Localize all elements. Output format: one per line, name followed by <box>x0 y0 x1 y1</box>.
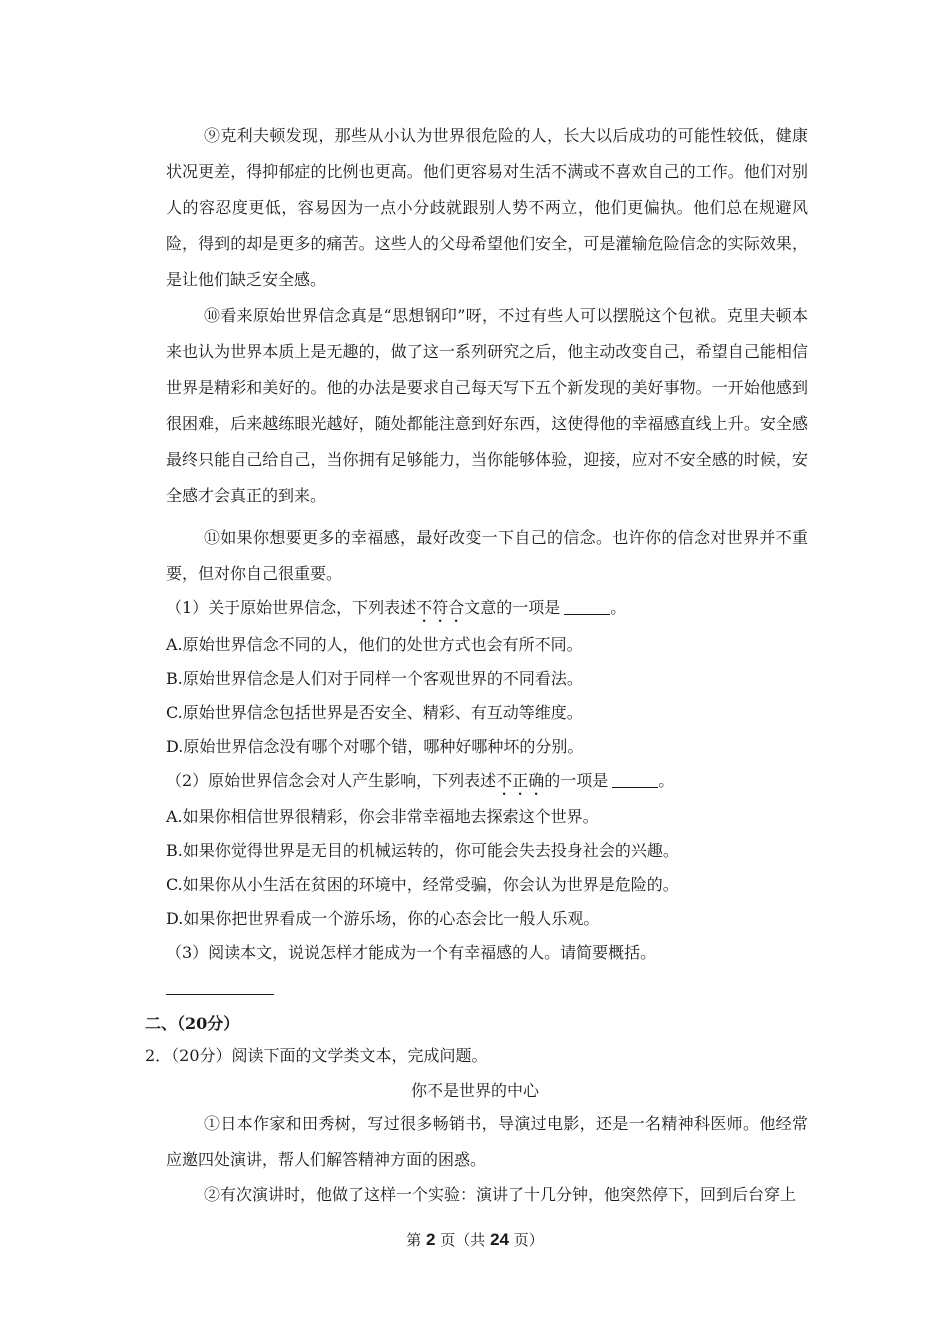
question-text: 的一项是 <box>544 771 609 790</box>
paragraph-text: 日本作家和田秀树，写过很多畅销书，导演过电影，还是一名精神科医师。他经常应邀四处演讲，帮人们解答精神方面的困惑。 <box>166 1114 808 1169</box>
question-text: 。 <box>658 771 675 790</box>
total-pages: 24 <box>490 1230 509 1249</box>
question-1 <box>166 596 626 626</box>
answer-line[interactable] <box>166 994 274 995</box>
emphasis-text: 不正确 <box>496 771 545 790</box>
paragraph-text: 看来原始世界信念真是“思想钢印”呀，不过有些人可以摆脱这个包袱。克里夫顿本来也认为世界本质上是无趣的，做了这一系列研究之后，他主动改变自己，希望自己能相信世界是精彩和美好的。他的办法是要求自己每天写下五个新发现的美好事物。一开始他感到很困难，后来越练眼光越好，随处都能注意到好东西，这使得他的幸福感直线上升。安全感最终只能自己给自己，当你拥有足够能力，当你能够体验，迎接，应对不安全感的时候，安全感才会真正的到来。 <box>166 306 808 505</box>
answer-blank[interactable] <box>564 598 610 615</box>
emphasis-text: 不符合 <box>416 598 465 617</box>
option-2c: C.如果你从小生活在贫困的环境中，经常受骗，你会认为世界是危险的。 <box>166 875 679 894</box>
option-1a: A.原始世界信念不同的人，他们的处世方式也会有所不同。 <box>166 635 583 654</box>
page-footer <box>0 1228 950 1252</box>
question-text: 文意的一项是 <box>464 598 561 617</box>
passage2-paragraph-2 <box>166 1177 808 1213</box>
footer-text: 页） <box>513 1231 544 1249</box>
option-2b: B.如果你觉得世界是无目的机械运转的，你可能会失去投身社会的兴趣。 <box>166 841 679 860</box>
question-text: 。 <box>610 598 627 617</box>
option-1d: D.原始世界信念没有哪个对哪个错，哪种好哪种坏的分别。 <box>166 737 584 756</box>
paragraph-number: ⑪ <box>204 528 221 547</box>
option-1c: C.原始世界信念包括世界是否安全、精彩、有互动等维度。 <box>166 703 583 722</box>
question-text: （2）原始世界信念会对人产生影响，下列表述 <box>166 771 497 790</box>
paragraph-9 <box>166 118 808 298</box>
question-2 <box>166 769 674 799</box>
paragraph-text: 克利夫顿发现，那些从小认为世界很危险的人，长大以后成功的可能性较低，健康状况更差，得抑郁症的比例也更高。他们更容易对生活不满或不喜欢自己的工作。他们对别人的容忍度更低，容易因为一点小分歧就跟别人势不两立，他们更偏执。他们总在规避风险，得到的却是更多的痛苦。这些人的父母希望他们安全，可是灌输危险信念的实际效果，是让他们缺乏安全感。 <box>166 126 808 289</box>
section-heading: 二、（20分） <box>145 1014 240 1033</box>
paragraph-number: ⑩ <box>204 306 221 325</box>
paragraph-number: ② <box>204 1185 221 1204</box>
question-2-intro: 2．（20分）阅读下面的文学类文本，完成问题。 <box>145 1046 488 1065</box>
page-number: 2 <box>426 1230 436 1249</box>
paragraph-number: ⑨ <box>204 126 221 145</box>
paragraph-number: ① <box>204 1114 221 1133</box>
passage2-paragraph-1 <box>166 1106 808 1178</box>
paragraph-11 <box>166 520 808 592</box>
passage-title: 你不是世界的中心 <box>410 1081 539 1100</box>
answer-blank[interactable] <box>612 771 658 788</box>
option-1b: B.原始世界信念是人们对于同样一个客观世界的不同看法。 <box>166 669 583 688</box>
option-2a: A.如果你相信世界很精彩，你会非常幸福地去探索这个世界。 <box>166 807 599 826</box>
question-text: （1）关于原始世界信念，下列表述 <box>166 598 417 617</box>
footer-text: 页（共 <box>440 1231 486 1249</box>
footer-text: 第 <box>406 1231 422 1249</box>
option-2d: D.如果你把世界看成一个游乐场，你的心态会比一般人乐观。 <box>166 909 600 928</box>
paragraph-text: 有次演讲时，他做了这样一个实验：演讲了十几分钟，他突然停下，回到后台穿上 <box>220 1185 797 1204</box>
question-3: （3）阅读本文，说说怎样才能成为一个有幸福感的人。请简要概括。 <box>166 943 657 962</box>
paragraph-10 <box>166 298 808 514</box>
paragraph-text: 如果你想要更多的幸福感，最好改变一下自己的信念。也许你的信念对世界并不重要，但对你自己很重要。 <box>166 528 808 583</box>
